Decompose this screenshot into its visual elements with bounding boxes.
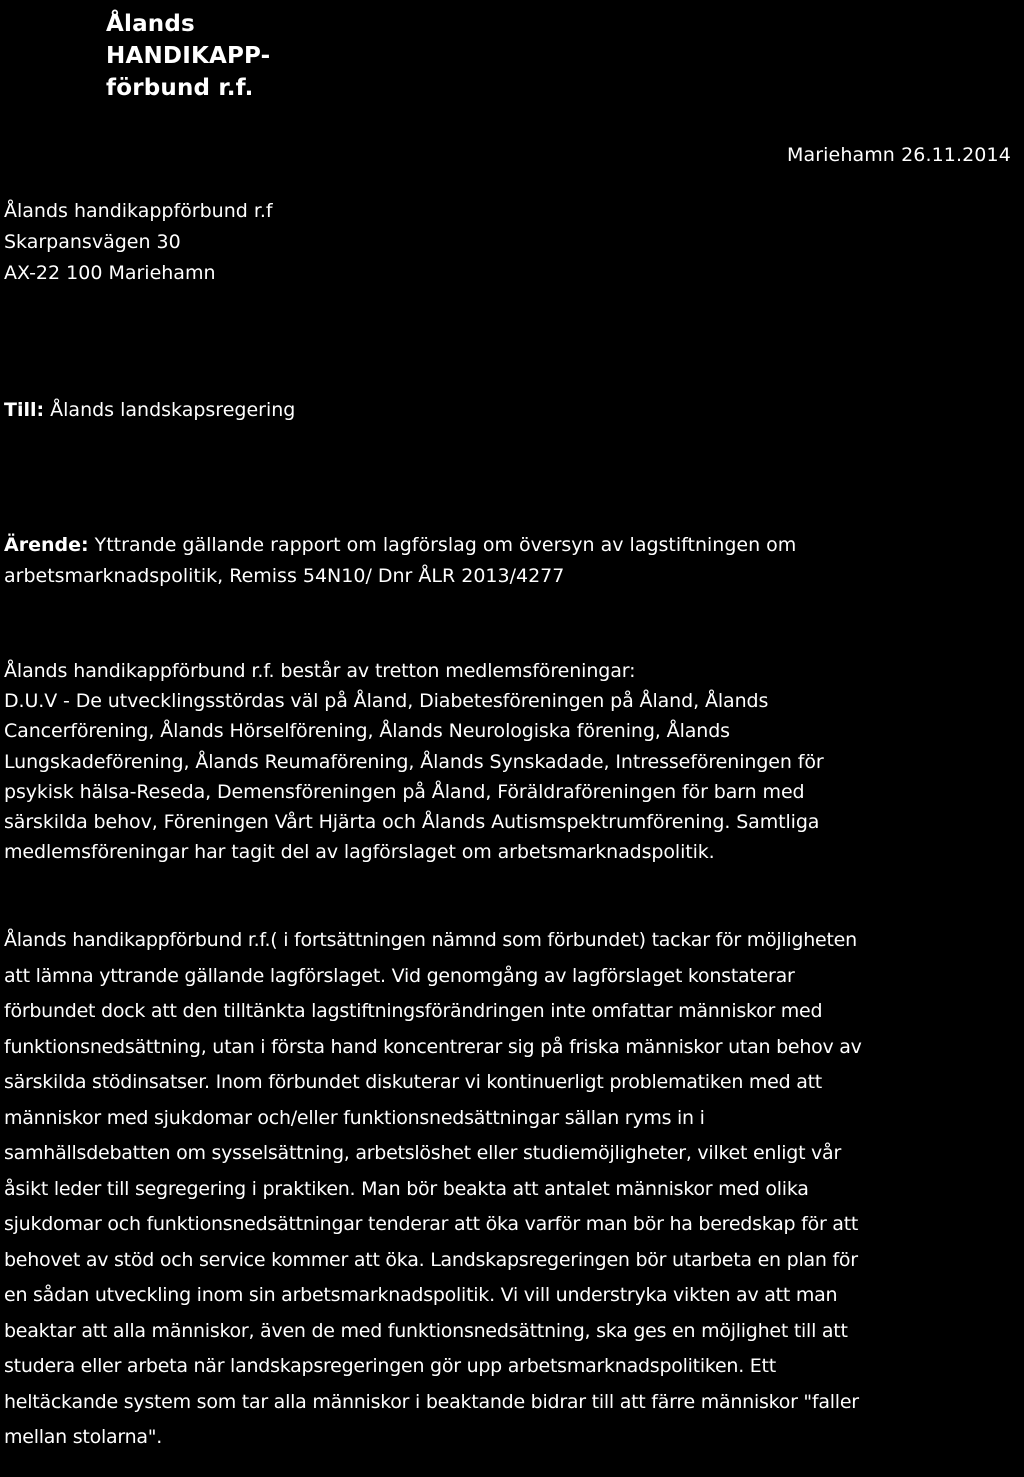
main-line: studera eller arbeta när landskapsregeringen gör upp arbetsmarknadspolitiken. Ett xyxy=(4,1355,776,1377)
main-line: människor med sjukdomar och/eller funktionsnedsättningar sällan ryms in i xyxy=(4,1106,705,1129)
sender-city: AX-22 100 Mariehamn xyxy=(4,262,216,284)
main-line: behovet av stöd och service kommer att öka. Landskapsregeringen bör utarbeta en plan för xyxy=(4,1248,858,1271)
members-line: Cancerförening, Ålands Hörselförening, Ålands Neurologiska förening, Ålands xyxy=(4,720,730,743)
main-line: förbundet dock att den tilltänkta lagstiftningsförändringen inte omfattar människor med xyxy=(4,1000,823,1022)
subject-line-1: Yttrande gällande rapport om lagförslag om översyn av lagstiftningen om xyxy=(94,534,797,556)
members-paragraph xyxy=(4,656,1020,867)
members-line: psykisk hälsa-Reseda, Demensföreningen på Åland, Föräldraföreningen för barn med xyxy=(4,780,805,803)
main-line: heltäckande system som tar alla människor i beaktande bidrar till att färre människor "faller xyxy=(4,1390,859,1413)
members-line: särskilda behov, Föreningen Vårt Hjärta och Ålands Autismspektrumförening. Samtliga xyxy=(4,811,820,834)
main-line: samhällsdebatten om sysselsättning, arbetslöshet eller studiemöjligheter, vilket enligt vår xyxy=(4,1142,842,1164)
main-line: särskilda stödinsatser. Inom förbundet diskuterar vi kontinuerligt problematiken med att xyxy=(4,1071,823,1093)
logo-line-3: förbund r.f. xyxy=(106,75,254,101)
logo-line-2: HANDIKAPP- xyxy=(106,43,271,69)
main-line: funktionsnedsättning, utan i första hand koncentrerar sig på friska människor utan behov av xyxy=(4,1035,862,1058)
main-line: sjukdomar och funktionsnedsättningar tenderar att öka varför man bör ha beredskap för att xyxy=(4,1213,859,1235)
subject-line-2: arbetsmarknadspolitik, Remiss 54N10/ Dnr ÅLR 2013/4277 xyxy=(4,565,565,587)
main-line: åsikt leder till segregering i praktiken. Man bör beakta att antalet människor med olika xyxy=(4,1177,809,1200)
members-line: D.U.V - De utvecklingsstördas väl på Åland, Diabetesföreningen på Åland, Ålands xyxy=(4,690,769,713)
members-line: Ålands handikappförbund r.f. består av tretton medlemsföreningar: xyxy=(4,660,636,682)
recipient xyxy=(4,396,295,424)
subject xyxy=(4,530,1014,592)
main-line: beaktar att alla människor, även de med funktionsnedsättning, ska ges en möjlighet till att xyxy=(4,1319,848,1342)
recipient-value: Ålands landskapsregering xyxy=(50,399,296,421)
letter-date: Mariehamn 26.11.2014 xyxy=(787,144,1011,166)
main-paragraph xyxy=(4,923,1022,1456)
main-line: mellan stolarna". xyxy=(4,1426,163,1448)
main-line: Ålands handikappförbund r.f.( i fortsättningen nämnd som förbundet) tackar för möjligheten xyxy=(4,929,857,951)
members-line: medlemsföreningar har tagit del av lagförslaget om arbetsmarknadspolitik. xyxy=(4,841,715,864)
logo-line-1: Ålands xyxy=(106,11,195,37)
sender-street: Skarpansvägen 30 xyxy=(4,231,181,253)
main-line: att lämna yttrande gällande lagförslaget. Vid genomgång av lagförslaget konstaterar xyxy=(4,964,795,987)
main-line: en sådan utveckling inom sin arbetsmarknadspolitik. Vi vill understryka vikten av att man xyxy=(4,1284,838,1306)
sender-address xyxy=(4,196,273,289)
subject-label: Ärende: xyxy=(4,534,89,556)
members-line: Lungskadeförening, Ålands Reumaförening, Ålands Synskadade, Intresseföreningen för xyxy=(4,750,824,773)
sender-name: Ålands handikappförbund r.f xyxy=(4,200,273,222)
organization-logo xyxy=(106,8,270,104)
recipient-label: Till: xyxy=(4,399,45,421)
